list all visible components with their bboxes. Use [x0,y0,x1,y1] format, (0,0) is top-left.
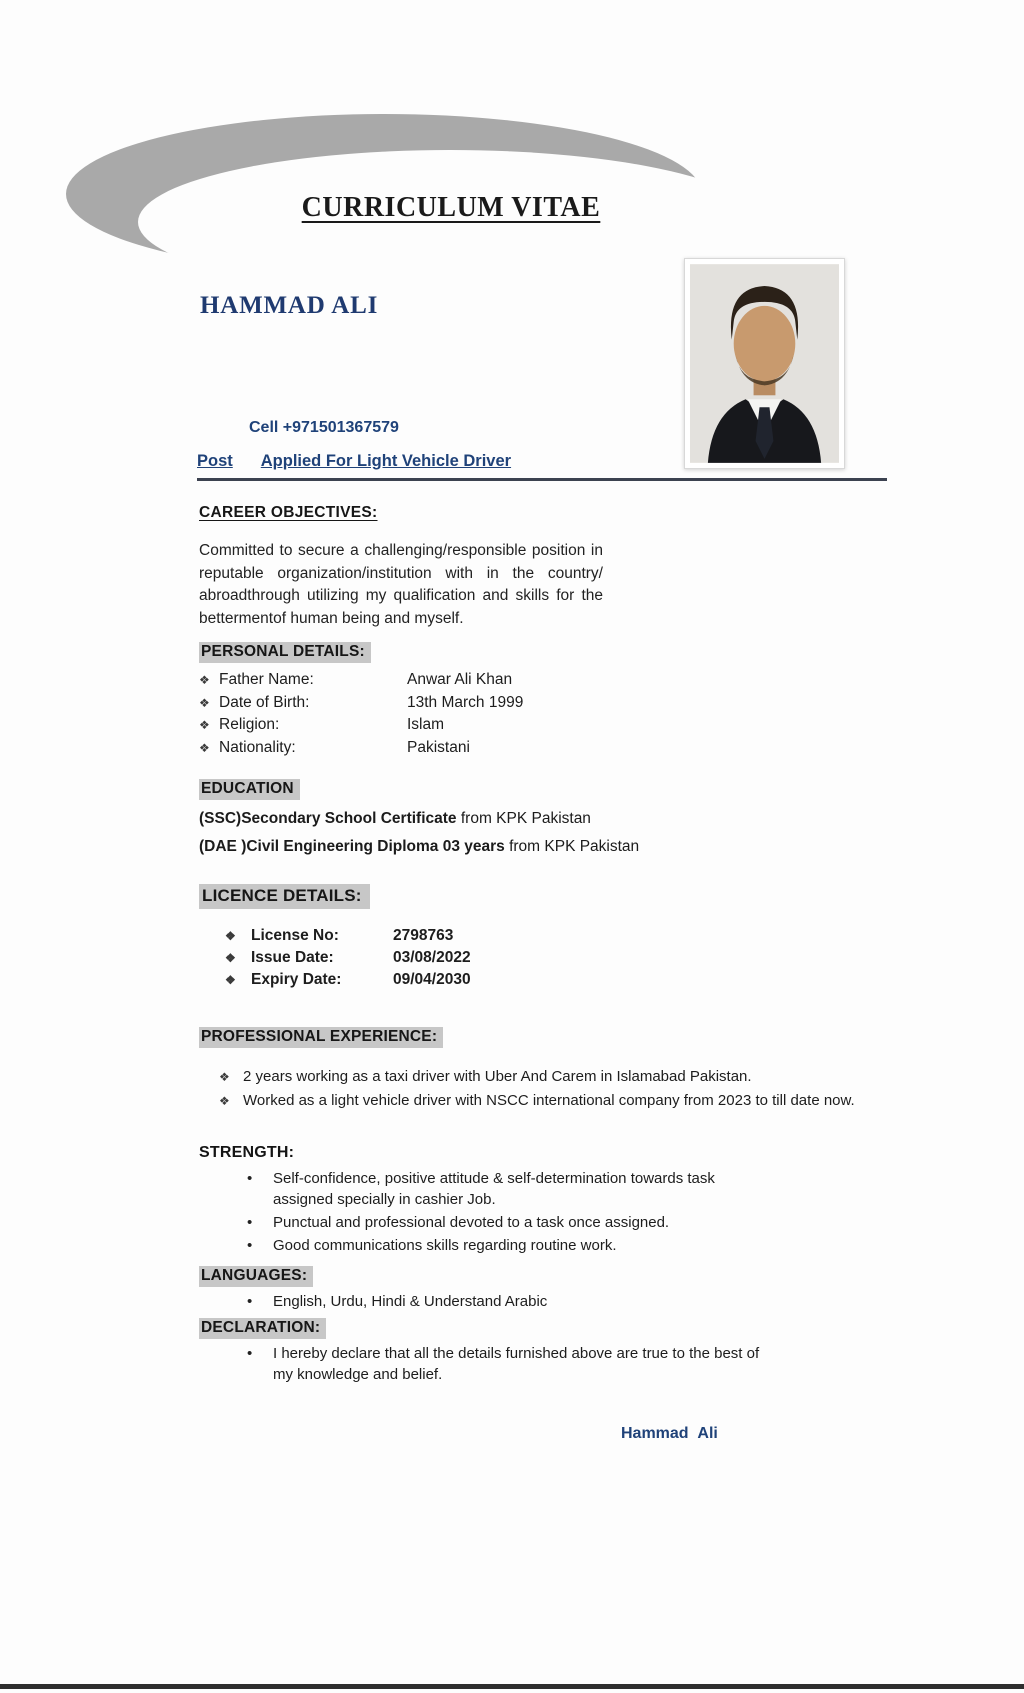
languages-list [247,1291,891,1312]
signature-name: Hammad Ali [621,1425,718,1442]
portrait-photo-image [690,264,839,463]
language-text: English, Urdu, Hindi & Understand Arabic [273,1293,548,1310]
detail-value: Islam [407,716,445,733]
applicant-name: HAMMAD ALI [200,292,379,319]
detail-value: Anwar Ali Khan [407,671,513,688]
strength-item [247,1212,891,1233]
licence-label: License No: [251,927,339,944]
licence-value: 09/04/2030 [393,971,471,988]
strength-heading: STRENGTH: [199,1144,295,1161]
career-objectives-text: Committed to secure a challenging/responsible position in reputable organization/institution with in the country/ abroadthrough utilizing my qualification and skills for the bettermentof human being and myself. [199,542,603,627]
post-label: Post [197,452,233,470]
education-heading: EDUCATION [199,779,300,800]
experience-text: Worked as a light vehicle driver with NSCC international company from 2023 to till date now. [243,1091,855,1109]
language-item [247,1291,891,1312]
professional-experience-heading: PROFESSIONAL EXPERIENCE: [199,1027,443,1048]
education-item [199,838,891,856]
section-education [199,779,891,856]
diamond-bullet-icon: ❖ [219,1070,230,1084]
section-strength [199,1144,891,1256]
strength-item [247,1235,891,1256]
experience-item [219,1090,891,1113]
diamond-bullet-icon: ❖ [199,740,210,755]
strength-list [247,1168,891,1256]
detail-label: Father Name: [219,671,314,688]
diamond-bullet-icon: ❖ [199,673,210,687]
declaration-list [247,1343,891,1385]
declaration-heading: DECLARATION: [199,1318,326,1339]
languages-heading: LANGUAGES: [199,1266,313,1287]
strength-item [247,1168,891,1210]
strength-text: Self-confidence, positive attitude & self-determination towards task assigned specially in cashier Job. [273,1170,715,1208]
diamond-bullet-icon: ❖ [199,695,210,710]
page-bottom-border [0,1684,1024,1689]
strength-text: Good communications skills regarding routine work. [273,1237,617,1254]
declaration-text: I hereby declare that all the details furnished above are true to the best of my knowledge and belief. [273,1345,760,1383]
personal-detail-row [199,669,891,692]
diamond-bullet-icon: ❖ [225,929,236,943]
diamond-bullet-icon: ❖ [225,973,236,987]
licence-value: 03/08/2022 [393,949,471,966]
personal-detail-row [199,737,891,760]
phone-number: Cell +971501367579 [249,419,399,436]
licence-details-list [225,925,891,991]
cv-body [199,504,891,1443]
section-licence-details [199,884,891,991]
licence-label: Expiry Date: [251,971,342,988]
page-title: CURRICULUM VITAE [301,192,601,223]
post-applied-line [197,452,887,481]
education-item [199,810,891,828]
personal-details-heading: PERSONAL DETAILS: [199,642,371,663]
diamond-bullet-icon: ❖ [219,1093,230,1108]
diamond-bullet-icon: ❖ [225,951,236,965]
detail-label: Date of Birth: [219,693,310,711]
dot-bullet-icon: • [247,1345,253,1362]
dot-bullet-icon: • [247,1214,253,1231]
experience-item [219,1066,891,1089]
detail-value: Pakistani [407,738,470,756]
licence-detail-row [225,969,891,991]
licence-details-heading: LICENCE DETAILS: [199,884,370,909]
experience-list [219,1066,891,1112]
detail-value: 13th March 1999 [407,693,524,711]
diamond-bullet-icon: ❖ [199,718,210,732]
personal-detail-row [199,692,891,715]
post-value: Applied For Light Vehicle Driver [260,452,512,470]
personal-detail-row [199,714,891,737]
section-career-objectives [199,504,891,630]
education-item-title: (SSC)Secondary School Certificate [199,810,457,827]
detail-label: Religion: [219,716,280,733]
education-item-detail: from KPK Pakistan [456,810,591,827]
licence-detail-row [225,925,891,947]
education-item-title: (DAE )Civil Engineering Diploma 03 years [199,838,505,855]
licence-detail-row [225,947,891,969]
licence-value: 2798763 [393,927,454,944]
personal-details-list [199,669,891,759]
portrait-photo [684,258,845,469]
section-professional-experience [199,1027,891,1112]
detail-label: Nationality: [219,738,296,756]
dot-bullet-icon: • [247,1293,253,1310]
licence-label: Issue Date: [251,949,334,966]
section-personal-details [199,642,891,759]
experience-text: 2 years working as a taxi driver with Uber And Carem in Islamabad Pakistan. [243,1068,752,1085]
strength-text: Punctual and professional devoted to a task once assigned. [273,1214,670,1231]
career-objectives-heading: CAREER OBJECTIVES: [199,504,378,521]
dot-bullet-icon: • [247,1237,253,1254]
section-languages [199,1266,891,1312]
section-declaration [199,1318,891,1385]
dot-bullet-icon: • [247,1170,253,1187]
declaration-item [247,1343,891,1385]
education-item-detail: from KPK Pakistan [504,838,640,855]
